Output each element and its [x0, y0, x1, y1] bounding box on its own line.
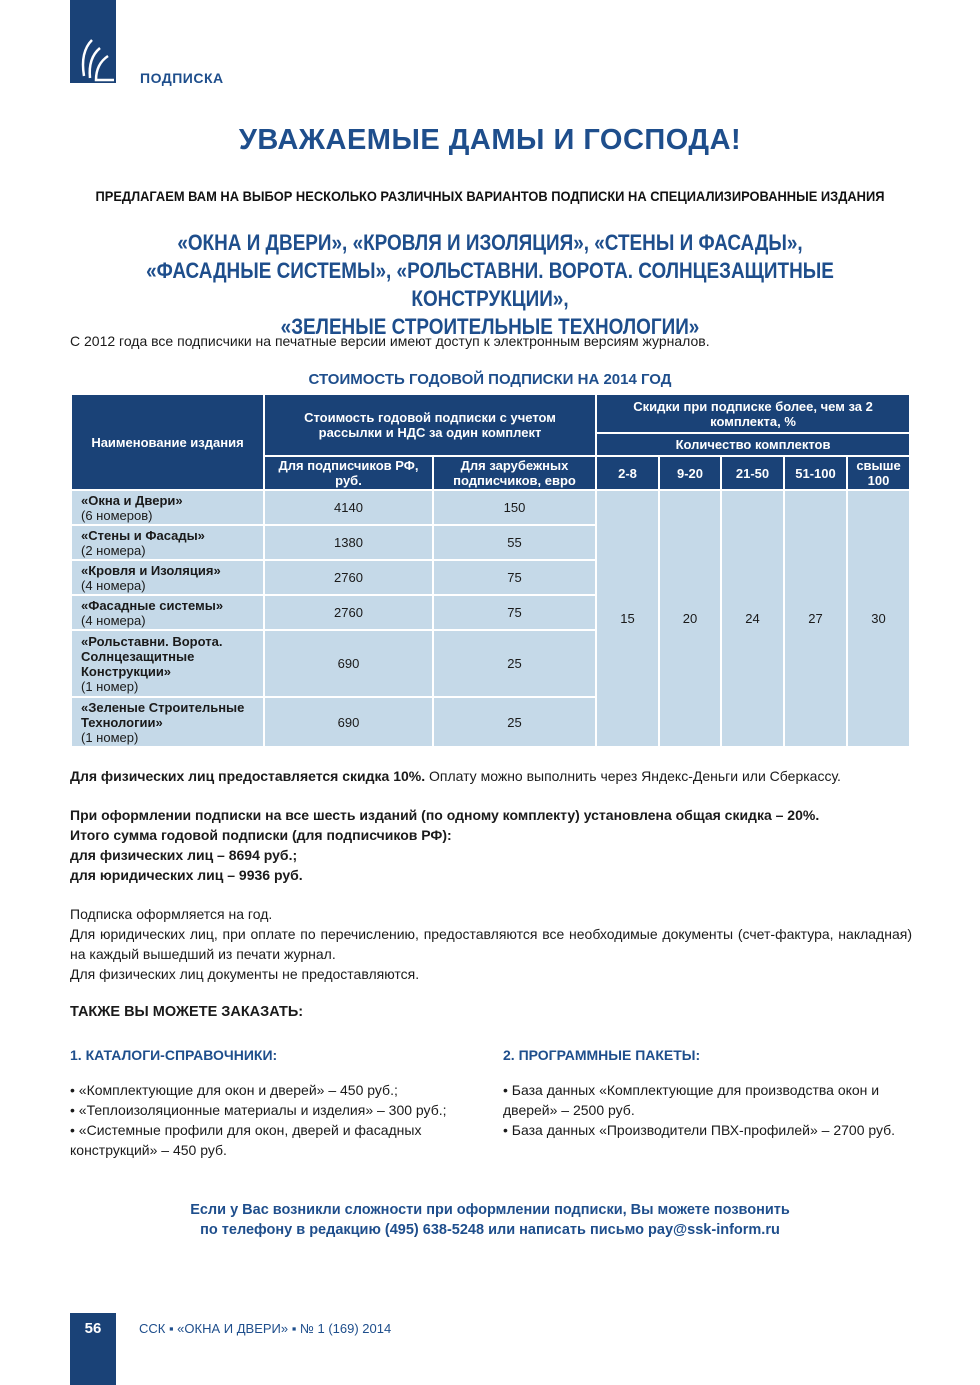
also-heading: ТАКЖЕ ВЫ МОЖЕТЕ ЗАКАЗАТЬ: [70, 1004, 304, 1020]
contact-info [0, 1200, 980, 1240]
price-rf: 4140 [264, 490, 433, 525]
mag-issues: (6 номеров) [81, 507, 153, 523]
mag-issues: (4 номера) [81, 577, 146, 593]
software [503, 1045, 913, 1140]
page-number: 56 [70, 1313, 116, 1385]
header-quantity: Количество комплектов [596, 433, 910, 456]
software-title: 2. ПРОГРАММНЫЕ ПАКЕТЫ: [503, 1047, 701, 1063]
contact-line: Если у Вас возникли сложности при оформлении подписки, Вы можете позвонить [190, 1202, 790, 1218]
discount-note [70, 766, 912, 786]
magazine-line: «ЗЕЛЕНЫЕ СТРОИТЕЛЬНЫЕ ТЕХНОЛОГИИ» [280, 314, 700, 339]
section-label: ПОДПИСКА [140, 70, 224, 86]
bundle-line: При оформлении подписки на все шесть изданий (по одному комплекту) установлена общая скидка – 20%. [70, 807, 820, 823]
price-eur: 75 [433, 595, 596, 630]
table-row [71, 490, 910, 525]
mag-name: «Окна и Двери» [81, 492, 183, 508]
software-item: • База данных «Производители ПВХ-профилей» – 2700 руб. [503, 1122, 896, 1138]
mag-name: «Зеленые Строительные Технологии» [81, 699, 245, 730]
range: 9-20 [659, 456, 721, 490]
price-rf: 2760 [264, 595, 433, 630]
header-name: Наименование издания [71, 394, 264, 490]
mag-issues: (1 номер) [81, 729, 139, 745]
discount: 20 [659, 490, 721, 747]
terms [70, 904, 912, 984]
price-eur: 55 [433, 525, 596, 560]
price-table [70, 393, 911, 748]
discount: 15 [596, 490, 659, 747]
bundle-line: для юридических лиц – 9936 руб. [70, 867, 303, 883]
price-rf: 690 [264, 697, 433, 747]
page-title: УВАЖАЕМЫЕ ДАМЫ И ГОСПОДА! [238, 124, 742, 156]
header-discounts: Скидки при подписке более, чем за 2 комплекта, % [596, 394, 910, 433]
mag-issues: (2 номера) [81, 542, 146, 558]
software-item: • База данных «Комплектующие для производства окон и дверей» – 2500 руб. [503, 1082, 880, 1118]
range: 51-100 [784, 456, 847, 490]
discount: 27 [784, 490, 847, 747]
price-eur: 25 [433, 630, 596, 697]
catalog-item: • «Теплоизоляционные материалы и изделия» – 300 руб.; [70, 1102, 447, 1118]
header-rf: Для подписчиков РФ, руб. [264, 456, 433, 490]
terms-line: Для юридических лиц, при оплате по перечислению, предоставляются все необходимые документы (счет-фактура, накладная) на каждый вышедший из печати журнал. [70, 926, 912, 962]
magazine-line: «ФАСАДНЫЕ СИСТЕМЫ», «РОЛЬСТАВНИ. ВОРОТА. СОЛНЦЕЗАЩИТНЫЕ КОНСТРУКЦИИ», [146, 258, 834, 311]
mag-name: «Рольставни. Ворота. Солнцезащитные Конструкции» [81, 633, 223, 679]
note-bold: Для физических лиц предоставляется скидка 10%. [70, 768, 426, 784]
magazine-list [69, 229, 912, 341]
mag-issues: (4 номера) [81, 612, 146, 628]
magazine-line: «ОКНА И ДВЕРИ», «КРОВЛЯ И ИЗОЛЯЦИЯ», «СТЕНЫ И ФАСАДЫ», [177, 230, 803, 255]
price-rf: 690 [264, 630, 433, 697]
terms-line: Подписка оформляется на год. [70, 906, 273, 922]
mag-name: «Кровля и Изоляция» [81, 562, 221, 578]
mag-issues: (1 номер) [81, 678, 139, 694]
range: 21-50 [721, 456, 784, 490]
terms-line: Для физических лиц документы не предоставляются. [70, 966, 420, 982]
price-rf: 1380 [264, 525, 433, 560]
footer-text: ССК ▪ «ОКНА И ДВЕРИ» ▪ № 1 (169) 2014 [139, 1321, 392, 1336]
catalogs-title: 1. КАТАЛОГИ-СПРАВОЧНИКИ: [70, 1047, 278, 1063]
logo [70, 0, 116, 83]
note-text: Оплату можно выполнить через Яндекс-Деньги или Сберкассу. [425, 768, 841, 784]
subtitle: ПРЕДЛАГАЕМ ВАМ НА ВЫБОР НЕСКОЛЬКО РАЗЛИЧНЫХ ВАРИАНТОВ ПОДПИСКИ НА СПЕЦИАЛИЗИРОВАННЫЕ ИЗДАНИЯ [95, 188, 885, 204]
mag-name: «Стены и Фасады» [81, 527, 205, 543]
price-rf: 2760 [264, 560, 433, 595]
range: свыше 100 [847, 456, 910, 490]
header-cost: Стоимость годовой подписки с учетом рассылки и НДС за один комплект [264, 394, 596, 456]
catalog-item: • «Комплектующие для окон и дверей» – 450 руб.; [70, 1082, 398, 1098]
intro: С 2012 года все подписчики на печатные версии имеют доступ к электронным версиям журналов. [70, 333, 710, 349]
price-eur: 150 [433, 490, 596, 525]
price-eur: 25 [433, 697, 596, 747]
bundle-info [70, 805, 912, 885]
contact-line: по телефону в редакцию (495) 638-5248 или написать письмо pay@ssk-inform.ru [200, 1222, 780, 1238]
discount: 24 [721, 490, 784, 747]
price-eur: 75 [433, 560, 596, 595]
catalogs [70, 1045, 480, 1160]
range: 2-8 [596, 456, 659, 490]
mag-name: «Фасадные системы» [81, 597, 224, 613]
discount: 30 [847, 490, 910, 747]
catalog-item: • «Системные профили для окон, дверей и фасадных конструкций» – 450 руб. [70, 1122, 422, 1158]
header-foreign: Для зарубежных подписчиков, евро [433, 456, 596, 490]
table-caption: СТОИМОСТЬ ГОДОВОЙ ПОДПИСКИ НА 2014 ГОД [308, 371, 672, 388]
bundle-line: для физических лиц – 8694 руб.; [70, 847, 298, 863]
bundle-line: Итого сумма годовой подписки (для подписчиков РФ): [70, 827, 452, 843]
